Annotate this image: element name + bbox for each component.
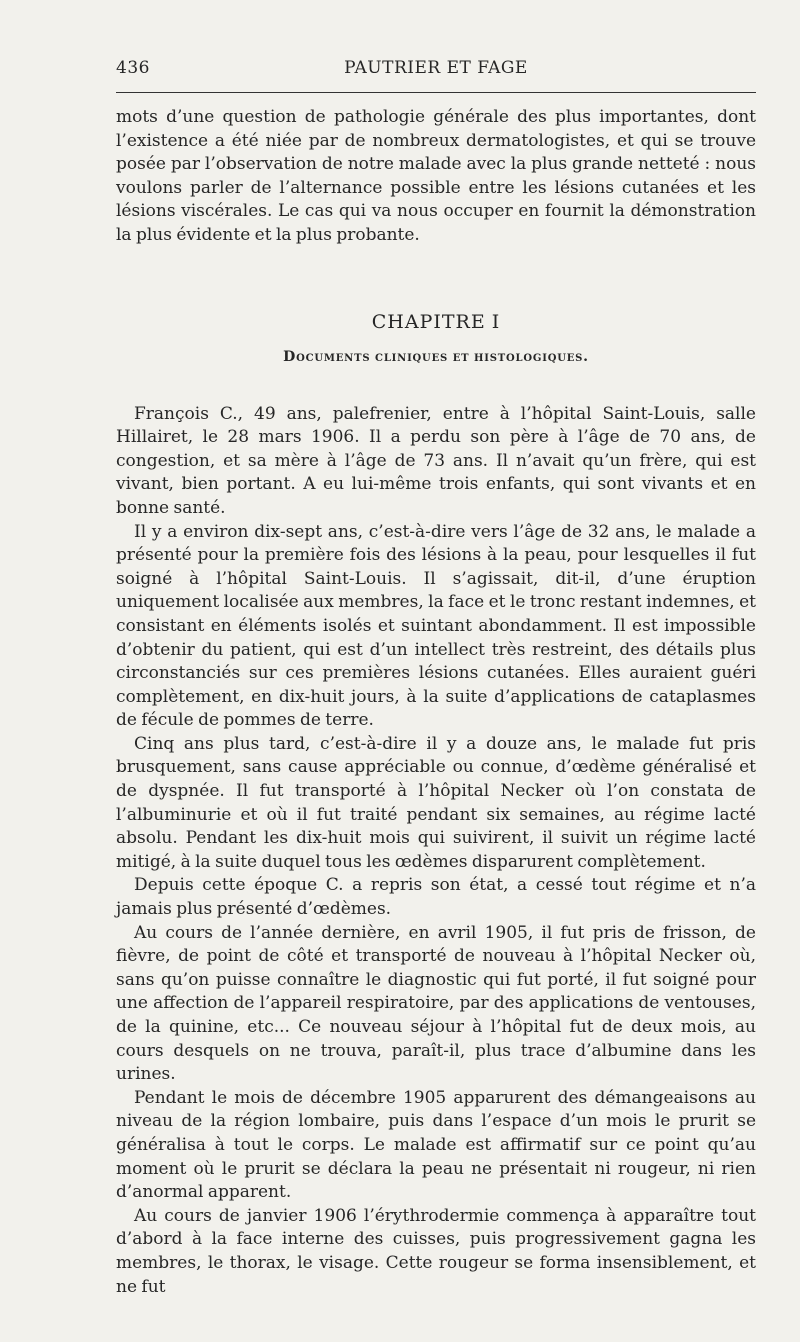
chapter-title: CHAPITRE I [371, 310, 501, 333]
paragraph: Au cours de l’année dernière, en avril 1905, il fut pris de frisson, de fièvre, de point de côté et transporté de nouveau à l’hôpital Necker où, sans qu’on puisse connaître le diagnostic qui fut porté, il fut soigné pour une affection de l’appareil respiratoire, par des applications de ventouses, de la quinine, etc... Ce nouveau séjour à l’hôpital fut de deux mois, au cours desquels on ne trouva, paraît-il, plus trace d’albumine dans les urines. [116, 922, 756, 1085]
paragraph: Pendant le mois de décembre 1905 apparurent des démangeaisons au niveau de la région lombaire, puis dans l’espace d’un mois le prurit se généralisa à tout le corps. Le malade est affirmatif sur ce point qu’au moment où le prurit se déclara la peau ne présentait ni rougeur, ni rien d’anormal apparent. [116, 1087, 756, 1203]
page-number: 436 [116, 58, 150, 78]
paragraph: François C., 49 ans, palefrenier, entre à l’hôpital Saint-Louis, salle Hillairet, le 28 mars 1906. Il a perdu son père à l’âge de 70 ans, de congestion, et sa mère à l’âge de 73 ans. Il n’avait qu’un frère, qui est vivant, bien portant. A eu lui-même trois enfants, qui sont vivants et en bonne santé. [116, 403, 756, 518]
paragraph: Depuis cette époque C. a repris son état, a cessé tout régime et n’a jamais plus présenté d’œdèmes. [116, 875, 756, 920]
intro-paragraph: mots d’une question de pathologie générale des plus importantes, dont l’existence a été niée par de nombreux dermatologistes, et qui se trouve posée par l’observation de notre malade avec la plus grande netteté : nous voulons parler de l’alternance possible entre les lésions cutanées et les lésions viscérales. Le cas qui va nous occuper en fournit la démonstration la plus évidente et la plus probante. [116, 107, 756, 245]
running-title: PAUTRIER ET FAGE [344, 58, 528, 78]
paragraph: Cinq ans plus tard, c’est-à-dire il y a douze ans, le malade fut pris brusquement, sans cause appréciable ou connue, d’œdème généralisé et de dyspnée. Il fut transporté à l’hôpital Necker où l’on constata de l’albuminurie et où il fut traité pendant six semaines, au régime lacté absolu. Pendant les dix-huit mois qui suivirent, il suivit un régime lacté mitigé, à la suite duquel tous les œdèmes disparurent complètement. [116, 733, 756, 872]
paragraph: Au cours de janvier 1906 l’érythrodermie commença à apparaître tout d’abord à la face interne des cuisses, puis progressivement gagna les membres, le thorax, le visage. Cette rougeur se forma insensiblement, et ne fut [116, 1205, 756, 1297]
running-header [116, 58, 756, 82]
section-title: Documents cliniques et histologiques. [283, 348, 589, 365]
paragraph: Il y a environ dix-sept ans, c’est-à-dire vers l’âge de 32 ans, le malade a présenté pour la première fois des lésions à la peau, pour lesquelles il fut soigné à l’hôpital Saint-Louis. Il s’agissait, dit-il, d’une éruption uniquement localisée aux membres, la face et le tronc restant indemnes, et consistant en éléments isolés et suintant abondamment. Il est impossible d’obtenir du patient, qui est d’un intellect très restreint, des détails plus circonstanciés sur ces premières lésions cutanées. Elles auraient guéri complètement, en dix-huit jours, à la suite d’applications de cataplasmes de fécule de pommes de terre. [116, 521, 756, 731]
header-rule [116, 92, 756, 93]
body-text [116, 106, 756, 1299]
